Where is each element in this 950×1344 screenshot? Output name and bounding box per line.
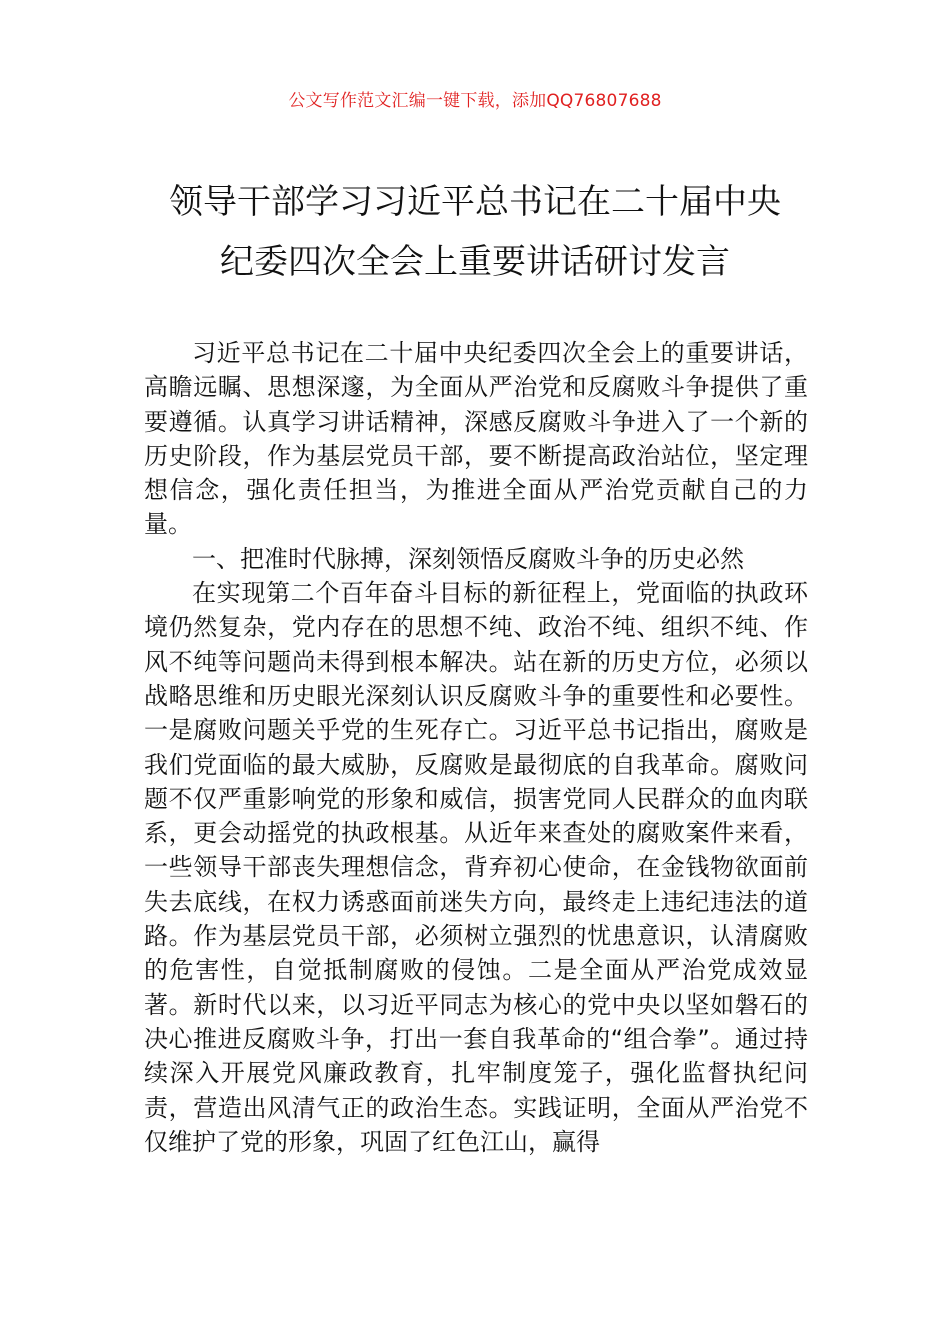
section-heading-1: 一、把准时代脉搏，深刻领悟反腐败斗争的历史必然 xyxy=(192,544,744,573)
document-title-line-2: 纪委四次全会上重要讲话研讨发言 xyxy=(220,242,730,282)
download-banner: 公文写作范文汇编一键下载，添加QQ76807688 xyxy=(288,91,662,111)
document-body xyxy=(144,336,808,1159)
document-title-line-1: 领导干部学习习近平总书记在二十届中央 xyxy=(169,182,781,222)
body-paragraph: 在实现第二个百年奋斗目标的新征程上，党面临的执政环境仍然复杂，党内存在的思想不纯、政治不纯、组织不纯、作风不纯等问题尚未得到根本解决。站在新的历史方位，必须以战略思维和历史眼光深刻认识反腐败斗争的重要性和必要性。一是腐败问题关乎党的生死存亡。习近平总书记指出，腐败是我们党面临的最大威胁，反腐败是最彻底的自我革命。腐败问题不仅严重影响党的形象和威信，损害党同人民群众的血肉联系，更会动摇党的执政根基。从近年来查处的腐败案件来看，一些领导干部丧失理想信念，背弃初心使命，在金钱物欲面前失去底线，在权力诱惑面前迷失方向，最终走上违纪违法的道路。作为基层党员干部，必须树立强烈的忧患意识，认清腐败的危害性，自觉抵制腐败的侵蚀。二是全面从严治党成效显著。新时代以来，以习近平同志为核心的党中央以坚如磐石的决心推进反腐败斗争，打出一套自我革命的“组合拳”。通过持续深入开展党风廉政教育，扎牢制度笼子，强化监督执纪问责，营造出风清气正的政治生态。实践证明，全面从严治党不仅维护了党的形象，巩固了红色江山，赢得 xyxy=(144,579,808,1156)
intro-paragraph: 习近平总书记在二十届中央纪委四次全会上的重要讲话，高瞻远瞩、思想深邃，为全面从严治党和反腐败斗争提供了重要遵循。认真学习讲话精神，深感反腐败斗争进入了一个新的历史阶段，作为基层党员干部，要不断提高政治站位，坚定理想信念，强化责任担当，为推进全面从严治党贡献自己的力量。 xyxy=(144,339,808,539)
document-title xyxy=(120,172,830,292)
